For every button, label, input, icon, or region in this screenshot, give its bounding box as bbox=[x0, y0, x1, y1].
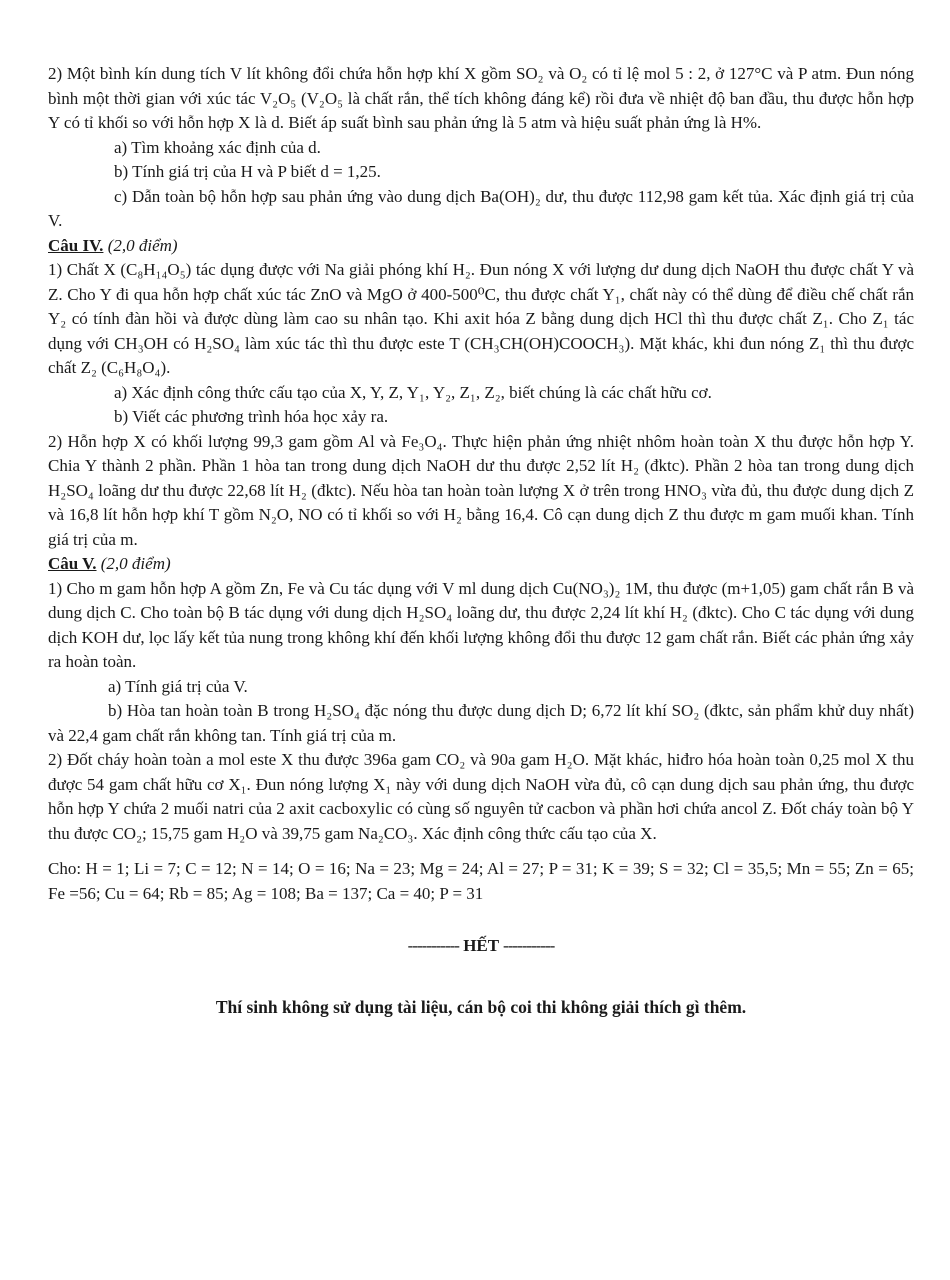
q4-2-text: 2) Hỗn hợp X có khối lượng 99,3 gam gồm Al và Fe₃O₄. Thực hiện phản ứng nhiệt nhôm hoàn toàn X thu được hỗn hợp Y. Chia Y thành 2 phần. Phần 1 hòa tan trong dung dịch NaOH dư thu được 2,52 lít H₂ (đktc). Phần 2 hòa tan trong dung dịch H₂SO₄ loãng dư thu được 22,68 lít H₂ (đktc). Nếu hòa tan hoàn toàn lượng X ở trên trong HNO₃ vừa đủ, thu được dung dịch Z và 16,8 lít hỗn hợp khí T gồm N₂O, NO có tỉ khối so với H₂ bằng 16,4. Cô cạn dung dịch Z thu được m gam muối khan. Tính giá trị của m. bbox=[48, 431, 914, 549]
q5-1b: b) Hòa tan hoàn toàn B trong H₂SO₄ đặc nóng thu được dung dịch D; 6,72 lít khí SO₂ (đktc, sản phẩm khử duy nhất) và 22,4 gam chất rắn không tan. Tính giá trị của m. bbox=[48, 701, 914, 745]
section-4-title: Câu IV. bbox=[48, 235, 104, 255]
q3-2-text: 2) Một bình kín dung tích V lít không đổi chứa hỗn hợp khí X gồm SO₂ và O₂ có tỉ lệ mol 5 : 2, ở 127°C và P atm. Đun nóng bình một thời gian với xúc tác V₂O₅ (V₂O₅ là chất rắn, thể tích không đáng kể) rồi đưa về nhiệt độ ban đầu, thu được hỗn hợp Y có tỉ khối so với hỗn hợp X là d. Biết áp suất bình sau phản ứng là 5 atm và hiệu suất phản ứng là H%. bbox=[48, 64, 914, 132]
end-marker: ----------- HẾT ----------- bbox=[407, 936, 555, 955]
section-4-heading bbox=[48, 234, 914, 259]
q3-2a: a) Tìm khoảng xác định của d. bbox=[114, 137, 321, 157]
section-5-title: Câu V. bbox=[48, 554, 97, 573]
q4-1a: a) Xác định công thức cấu tạo của X, Y, Z, Y₁, Y₂, Z₁, Z₂, biết chúng là các chất hữu cơ. bbox=[114, 382, 712, 402]
exam-page bbox=[48, 62, 914, 1019]
q3-2b: b) Tính giá trị của H và P biết d = 1,25. bbox=[114, 162, 381, 181]
q4-1-text: 1) Chất X (C₈H₁₄O₅) tác dụng được với Na giải phóng khí H₂. Đun nóng X với lượng dư dung dịch NaOH thu được chất Y và Z. Cho Y đi qua hỗn hợp chất xúc tác ZnO và MgO ở 400-500⁰C, thu được chất Y₁, chất này có thể dùng để điều chế chất rắn Y₂ có tính đàn hồi và được dùng làm cao su nhân tạo. Khi axit hóa Z bằng dung dịch HCl thì thu được chất Z₁. Cho Z₁ tác dụng với CH₃OH có H₂SO₄ làm xúc tác thì thu được este T (CH₃CH(OH)COOCH₃). Mặt khác, khi đun nóng Z₁ thì thu được chất Z₂ (C₆H₈O₄). bbox=[48, 260, 914, 377]
section-4-score: (2,0 điểm) bbox=[107, 235, 178, 255]
q5-1a: a) Tính giá trị của V. bbox=[108, 676, 248, 696]
end-label: HẾT bbox=[463, 936, 499, 955]
q5-1-text: 1) Cho m gam hỗn hợp A gồm Zn, Fe và Cu tác dụng với V ml dung dịch Cu(NO₃)₂ 1M, thu được (m+1,05) gam chất rắn B và dung dịch C. Cho toàn bộ B tác dụng với dung dịch H₂SO₄ loãng dư, thu được 2,24 lít khí H₂ (đktc). Cho C tác dụng với dung dịch KOH dư, lọc lấy kết tủa nung trong không khí đến khối lượng không đổi thu được 12 gam chất rắn. Biết các phản ứng xảy ra hoàn toàn. bbox=[48, 578, 914, 671]
section-5-heading bbox=[48, 552, 914, 577]
q4-1b: b) Viết các phương trình hóa học xảy ra. bbox=[114, 407, 389, 426]
q3-2c: c) Dẫn toàn bộ hỗn hợp sau phản ứng vào dung dịch Ba(OH)₂ dư, thu được 112,98 gam kết tủa. Xác định giá trị của V. bbox=[48, 186, 914, 230]
footer-note: Thí sinh không sử dụng tài liệu, cán bộ coi thi không giải thích gì thêm. bbox=[215, 996, 747, 1017]
atomic-masses: Cho: H = 1; Li = 7; C = 12; N = 14; O = 16; Na = 23; Mg = 24; Al = 27; P = 31; K = 39; S = 32; Cl = 35,5; Mn = 55; Zn = 65; Fe =56; Cu = 64; Rb = 85; Ag = 108; Ba = 137; Ca = 40; P = 31 bbox=[48, 859, 914, 903]
q5-2-text: 2) Đốt cháy hoàn toàn a mol este X thu được 396a gam CO₂ và 90a gam H₂O. Mặt khác, hiđro hóa hoàn toàn 0,25 mol X thu được 54 gam chất hữu cơ X₁. Đun nóng lượng X₁ này với dung dịch NaOH vừa đủ, cô cạn dung dịch sau phản ứng, thu được hỗn hợp Y chứa 2 muối natri của 2 axit cacboxylic có cùng số nguyên tử cacbon và phần hơi chứa ancol Z. Đốt cháy toàn bộ Y thu được CO₂; 15,75 gam H₂O và 39,75 gam Na₂CO₃. Xác định công thức cấu tạo của X. bbox=[48, 750, 914, 843]
section-5-score: (2,0 điểm) bbox=[100, 554, 171, 573]
